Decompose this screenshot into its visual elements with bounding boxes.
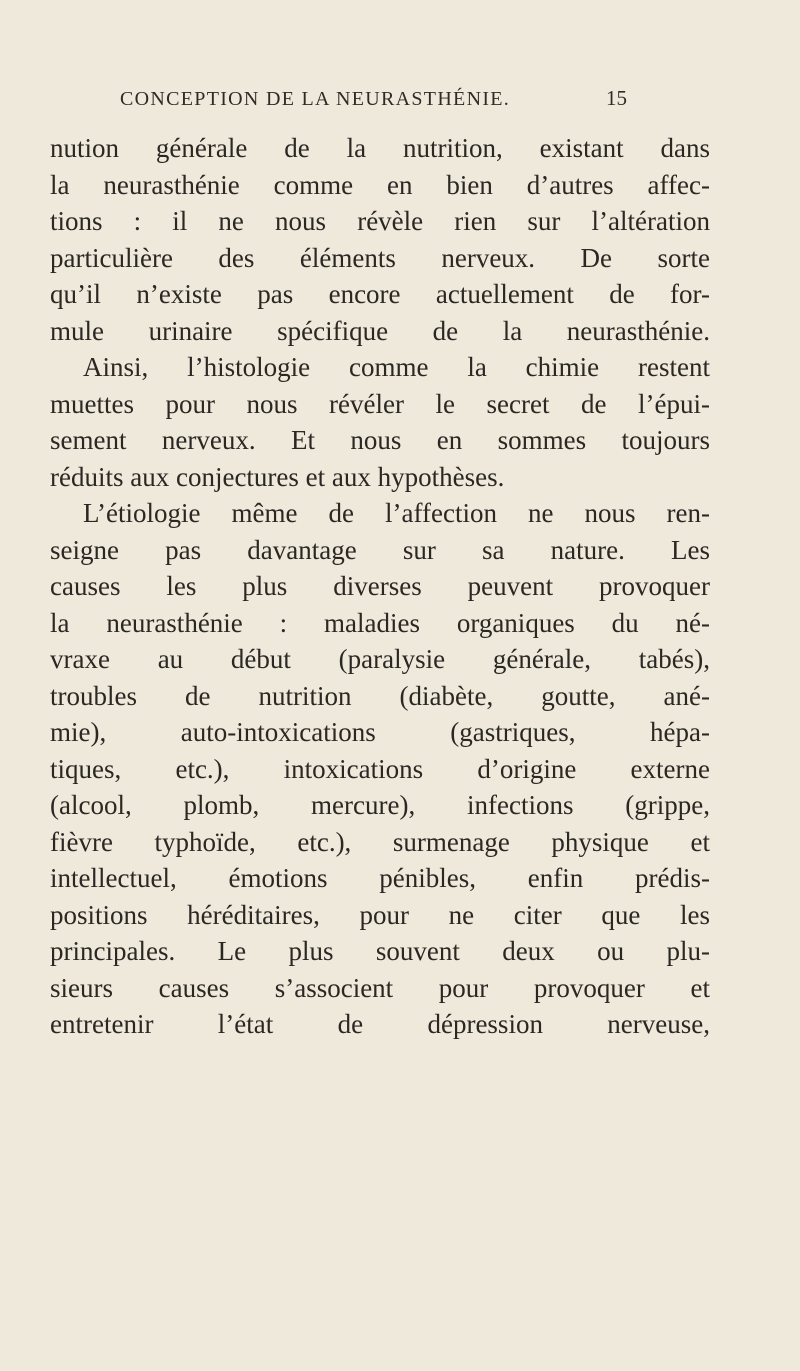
text-line: entretenir l’état de dépression nerveuse,	[50, 1009, 710, 1039]
text-line: mie), auto-intoxications (gastriques, hépa-	[50, 717, 710, 747]
text-line: causes les plus diverses peuvent provoquer	[50, 571, 710, 601]
text-line: muettes pour nous révéler le secret de l’épui-	[50, 388, 710, 419]
text-line: nution générale de la nutrition, existant dans	[50, 133, 710, 163]
text-line: Ainsi, l’histologie comme la chimie restent	[83, 352, 710, 382]
text-line: la neurasthénie : maladies organiques du né-	[50, 607, 710, 638]
page-number: 15	[606, 86, 627, 110]
text-line: (alcool, plomb, mercure), infections (grippe,	[50, 790, 710, 820]
text-line: fièvre typhoïde, etc.), surmenage physique et	[50, 826, 710, 857]
text-line: L’étiologie même de l’affection ne nous ren-	[83, 498, 710, 528]
text-line: vraxe au début (paralysie générale, tabés),	[50, 644, 710, 674]
running-head: CONCEPTION DE LA NEURASTHÉNIE.	[120, 88, 511, 110]
text-line: qu’il n’existe pas encore actuellement de for-	[50, 279, 710, 309]
text-line: mule urinaire spécifique de la neurasthénie.	[50, 315, 710, 346]
text-line: troubles de nutrition (diabète, goutte, ané-	[50, 680, 710, 711]
text-line: particulière des éléments nerveux. De sorte	[50, 242, 710, 273]
text-line: tiques, etc.), intoxications d’origine externe	[50, 753, 710, 784]
body-text	[50, 130, 710, 1043]
text-line: réduits aux conjectures et aux hypothèses.	[50, 461, 505, 492]
text-line: tions : il ne nous révèle rien sur l’altération	[50, 206, 710, 236]
text-line: la neurasthénie comme en bien d’autres affec-	[50, 169, 710, 200]
text-line: sement nerveux. Et nous en sommes toujours	[50, 425, 710, 455]
text-line: intellectuel, émotions pénibles, enfin prédis-	[50, 863, 710, 893]
text-line: seigne pas davantage sur sa nature. Les	[50, 534, 710, 565]
text-line: sieurs causes s’associent pour provoquer et	[50, 972, 710, 1003]
text-line: principales. Le plus souvent deux ou plu-	[50, 936, 710, 966]
text-line: positions héréditaires, pour ne citer que les	[50, 899, 710, 930]
